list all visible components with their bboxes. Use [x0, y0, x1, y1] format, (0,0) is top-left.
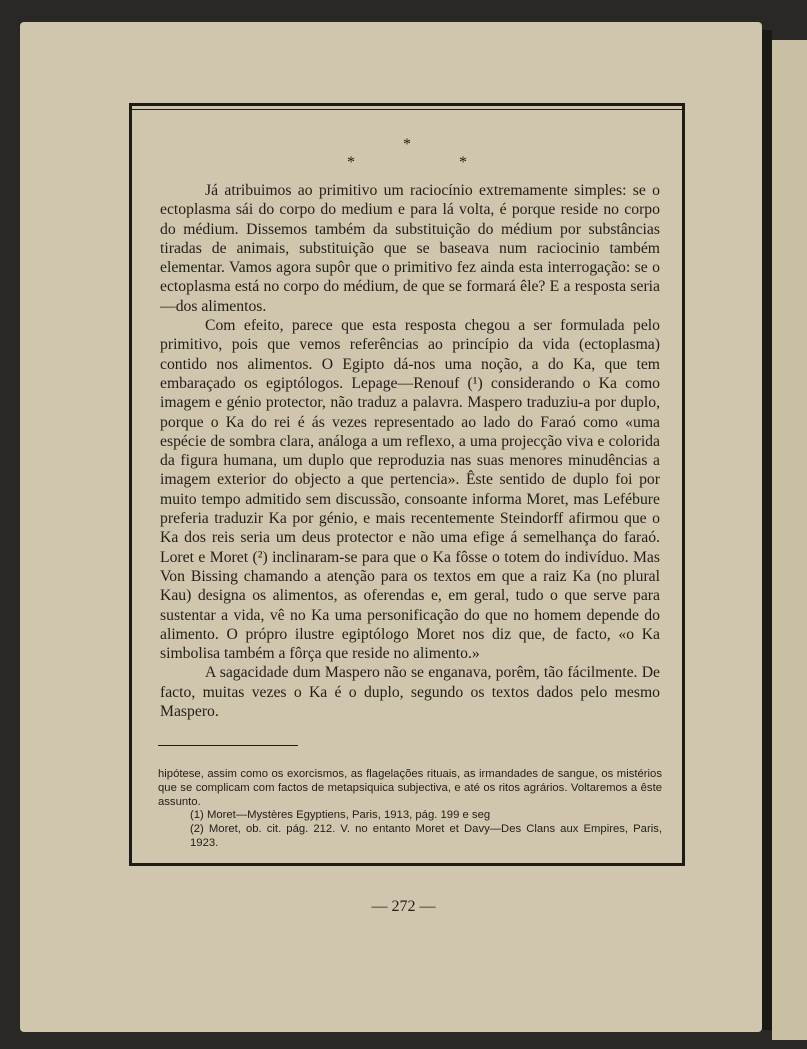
footnote-separator — [158, 745, 298, 746]
asterism-top: * — [403, 136, 411, 153]
paragraph-3: A sagacidade dum Maspero não se enganava, porêm, tão fácilmente. De facto, muitas vezes o Ka é o duplo, segundo os textos dados pelo mesmo Maspero. — [160, 664, 660, 721]
footnote-2: (2) Moret, ob. cit. pág. 212. V. no entanto Moret et Davy—Des Clans aux Empires, Paris, 1923. — [190, 823, 662, 849]
text-frame — [129, 103, 685, 866]
footnote-1: (1) Moret—Mystères Egyptiens, Paris, 1913, pág. 199 e seg — [190, 809, 491, 822]
adjacent-page-edge — [772, 40, 807, 1040]
asterism-ornament — [132, 136, 682, 172]
page-number: — 272 — — [371, 898, 436, 915]
footnotes — [158, 768, 662, 851]
frame-double-rule — [132, 109, 682, 110]
paragraph-1: Já atribuimos ao primitivo um raciocínio extremamente simples: se o ectoplasma sái do corpo do medium e para lá volta, é porque reside no corpo do médium. Dissemos também da substituição do médium por substâncias tiradas de animais, substituição que se baseava num raciocinio também elementar. Vamos agora supôr que o primitivo fez ainda esta interrogação: se o ectoplasma está no corpo do médium, de que se formará êle? E a resposta seria—dos alimentos. — [160, 182, 660, 315]
footnote-continuation: hipótese, assim como os exorcismos, as flagelações rituais, as irmandades de sangue, os mistérios que se complicam com factos de metapsiquica subjectiva, e até os ritos agrários. Voltaremos a êste assunto. — [158, 768, 662, 808]
body-text — [160, 181, 660, 721]
page-gutter-shadow — [762, 30, 772, 1030]
paragraph-2: Com efeito, parece que esta resposta chegou a ser formulada pelo primitivo, pois que vemos referências ao princípio da vida (ectoplasma) contido nos alimentos. O Egipto dá-nos uma noção, a do Ka, que tem embaraçado os egiptólogos. Lepage—Renouf (¹) considerando o Ka como imagem e génio protector, não traduz a palavra. Maspero traduziu-a por duplo, porque o Ka do rei é ás vezes representado ao lado do Faraó como «uma espécie de sombra clara, análoga a um reflexo, a uma projecção viva e colorida da figura humana, um duplo que reproduzia nas suas menores minudências a imagem exterior do objecto a que pertencia». Êste sentido de duplo foi por muito tempo admitido sem discussão, consoante informa Moret, mas Lefébure preferia traduzir Ka por génio, e mais recentemente Steindorff afirmou que o Ka dos reis seria um deus protector e não uma efige á semelhança do faraó. Loret e Moret (²) inclinaram-se para que o Ka fôsse o totem do indivíduo. Mas Von Bissing chamando a atenção para os textos em que a raiz Ka (no plural Kau) designa os alimentos, as oferendas e, em geral, tudo o que serve para sustentar a vida, vê no Ka uma personificação do que no homem depende do alimento. O própro ilustre egiptólogo Moret nos diz que, de facto, «o Ka simbolisa também a fôrça que reside no alimento.» — [160, 317, 660, 663]
asterism-bottom: * * — [347, 154, 517, 171]
